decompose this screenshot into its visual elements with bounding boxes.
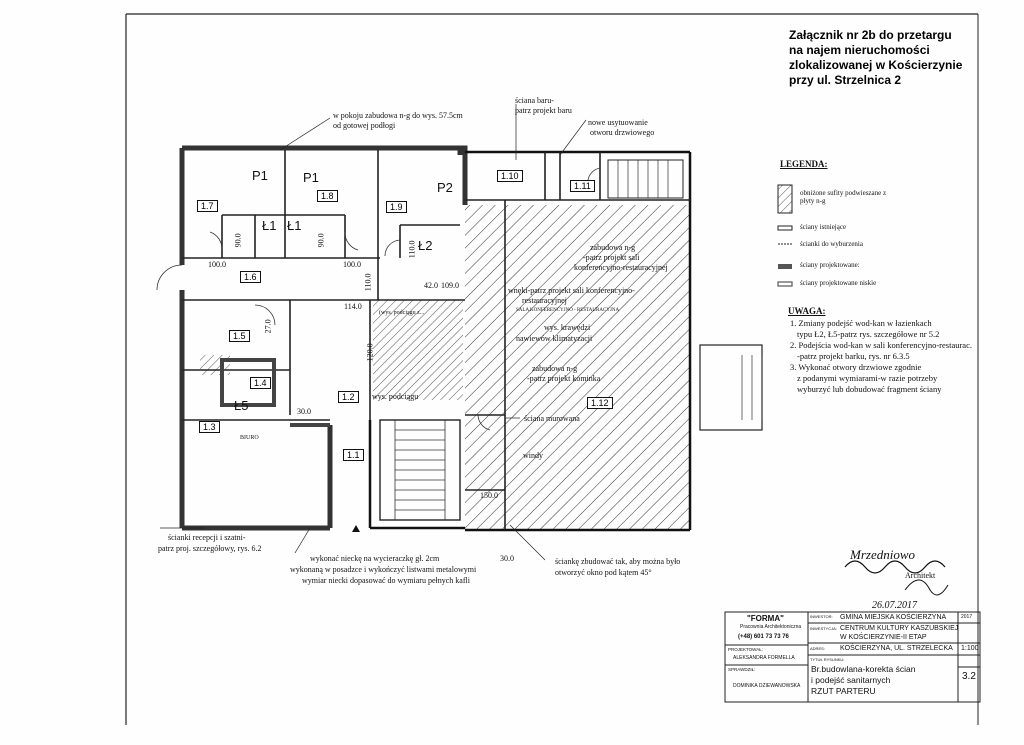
annotation: zabudowa n-g — [532, 364, 578, 373]
designer-label: PROJEKTOWAŁ: — [728, 647, 764, 652]
annotation: wymiar niecki dopasować do wymiaru pełnych kafli — [302, 576, 470, 585]
dimension: 150.0 — [480, 491, 498, 500]
room-number: 1.1 — [343, 449, 364, 461]
room-number: 1.7 — [197, 200, 218, 212]
annotation: windy — [523, 451, 543, 460]
drawing-title-2: i podejść sanitarnych — [811, 675, 891, 685]
room-number: 1.11 — [570, 180, 595, 192]
room-number: 1.2 — [338, 391, 359, 403]
dimension: 90.0 — [316, 233, 326, 248]
dimension: 30.0 — [500, 554, 514, 563]
firm-phone: (+48) 601 73 73 76 — [738, 634, 789, 640]
annotation: ścianki recepcji i szatni- — [168, 533, 246, 542]
room-label-l1: Ł1 — [287, 218, 302, 233]
note-line: 1. Zmiany podejść wod-kan w łazienkach — [790, 318, 932, 328]
project-label: INWESTYCJA: — [810, 626, 837, 631]
annotation: (wys. podciągu z... — [379, 310, 425, 316]
annotation: otworu drzwiowego — [590, 128, 655, 137]
sheet-number: 3.2 — [962, 671, 976, 682]
annotation: w pokoju zabudowa n-g do wys. 57.5cm — [333, 111, 463, 120]
dimension: 109.0 — [441, 281, 459, 290]
address-label: ADRES: — [810, 646, 825, 651]
designer-name: ALEKSANDRA FORMELLA — [733, 655, 795, 661]
legend-item: ściany projektowane niskie — [800, 279, 877, 287]
annotation: konferencyjno-restauracyjnej — [574, 263, 668, 272]
attachment-line-1: Załącznik nr 2b do przetargu — [789, 28, 952, 42]
room-label-biuro: BIURO — [240, 435, 259, 441]
dimension: 30.0 — [297, 407, 311, 416]
room-label-p2: P2 — [437, 180, 453, 195]
room-label-p1: P1 — [303, 170, 319, 185]
annotation: od gotowej podłogi — [333, 121, 396, 130]
room-label-l2: Ł2 — [418, 238, 433, 253]
signature-role: Architekt — [905, 571, 936, 580]
dimension: 42.0 — [424, 281, 438, 290]
annotation: wykonać nieckę na wycieraczkę gł. 2cm — [310, 554, 440, 563]
room-label-l1: Ł1 — [262, 218, 277, 233]
annotation: otworzyć okno pod kątem 45° — [555, 568, 652, 577]
annotation: patrz projekt baru — [515, 106, 572, 115]
address: KOŚCIERZYNA, UL. STRZELECKA — [840, 645, 953, 652]
dimension: 114.0 — [344, 302, 362, 311]
annotation: -patrz projekt sali — [583, 253, 640, 262]
room-label-l5: Ł5 — [234, 398, 249, 413]
annotation: zabudowa n-g — [590, 243, 636, 252]
dimension: 27.0 — [263, 319, 273, 334]
legend-item: ściany istniejące — [800, 223, 847, 231]
drawing-scale: 1:100 — [961, 645, 979, 652]
investor-name: GMINA MIEJSKA KOŚCIERZYNA — [840, 614, 947, 621]
note-line: wyburzyć lub dobudować fragment ściany — [797, 384, 942, 394]
annotation: wys. krawędzi — [544, 323, 591, 332]
drawing-date: 2017 — [961, 614, 973, 620]
notes-title: UWAGA: — [788, 306, 826, 316]
annotation: patrz proj. szczegółowy, rys. 6.2 — [158, 544, 262, 553]
room-number: 1.9 — [386, 201, 407, 213]
annotation: nawiewów klimatyzacji — [516, 334, 593, 343]
attachment-note — [789, 28, 962, 88]
room-label-p1: P1 — [252, 168, 268, 183]
project-line-2: W KOŚCIERZYNIE-II ETAP — [840, 634, 927, 641]
conference-hall-hatch — [465, 205, 690, 530]
investor-label: INWESTOR: — [810, 614, 833, 619]
note-line: typu Ł2, Ł5-patrz rys. szczegółowe nr 5.2 — [797, 329, 940, 339]
dimension: 100.0 — [343, 260, 361, 269]
annotation: ściankę zbudować tak, aby można było — [555, 557, 681, 566]
legend-title: LEGENDA: — [780, 159, 828, 169]
annotation: wys. podciągu — [372, 392, 419, 401]
annotation: -patrz projekt kominka — [527, 374, 601, 383]
legend-item: ściany projektowane: — [800, 261, 860, 269]
annotation: wykonaną w posadzce i wykończyć listwami metalowymi — [290, 565, 477, 574]
legend-item: ścianki do wyburzenia — [800, 240, 863, 248]
firm-name: "FORMA" — [747, 614, 784, 623]
room-number: 1.4 — [250, 377, 271, 389]
legend-item: obniżone sufity podwieszane z płyty n-g — [800, 189, 887, 205]
drawing-title-1: Br.budowlana-korekta ścian — [811, 664, 916, 674]
annotation: wnęki-patrz projekt sali konferencyjno- — [508, 286, 635, 295]
room-number: 1.12 — [587, 397, 613, 409]
drawing-title-3: RZUT PARTERU — [811, 686, 876, 696]
room-number: 1.6 — [240, 271, 261, 283]
room-number: 1.10 — [497, 170, 523, 182]
signature-date: 26.07.2017 — [872, 600, 917, 611]
room-number: 1.3 — [199, 421, 220, 433]
signature-name: Mrzedniowo — [850, 547, 915, 562]
drafter-name: DOMINIKA DZIEWANOWSKA — [733, 683, 801, 689]
note-line: -patrz projekt barku, rys. nr 6.3.5 — [797, 351, 910, 361]
attachment-line-3: zlokalizowanej w Kościerzynie — [789, 58, 963, 72]
dimension: 110.0 — [363, 273, 373, 292]
note-line: 3. Wykonać otwory drzwiowe zgodnie — [790, 362, 922, 372]
annotation: ściana murowana — [524, 414, 580, 423]
dimension: 120.0 — [365, 343, 375, 362]
attachment-line-2: na najem nieruchomości — [789, 43, 930, 57]
annotation: ściana baru- — [515, 96, 554, 105]
dimension: 110.0 — [407, 240, 417, 259]
note-line: 2. Podejścia wod-kan w sali konferencyjno-restaurac. — [790, 340, 972, 350]
project-line-1: CENTRUM KULTURY KASZUBSKIEJ — [840, 625, 959, 632]
dimension: 100.0 — [208, 260, 226, 269]
dimension: 90.0 — [233, 233, 243, 248]
note-line: z podanymi wymiarami-w razie potrzeby — [797, 373, 938, 383]
firm-subtitle: Pracownia Architektoniczna — [740, 624, 802, 630]
drawing-label: TYTUŁ RYSUNKU: — [810, 657, 845, 662]
annotation: SALA KONFERENCYJNO - RESTAURACYJNA — [516, 308, 620, 313]
annotation: restauracyjnej — [522, 296, 567, 305]
drafter-label: SPRAWDZIŁ: — [728, 667, 756, 672]
room-number: 1.5 — [229, 330, 250, 342]
room-number: 1.8 — [317, 190, 338, 202]
annotation: nowe usytuowanie — [588, 118, 648, 127]
attachment-line-4: przy ul. Strzelnica 2 — [789, 73, 902, 87]
